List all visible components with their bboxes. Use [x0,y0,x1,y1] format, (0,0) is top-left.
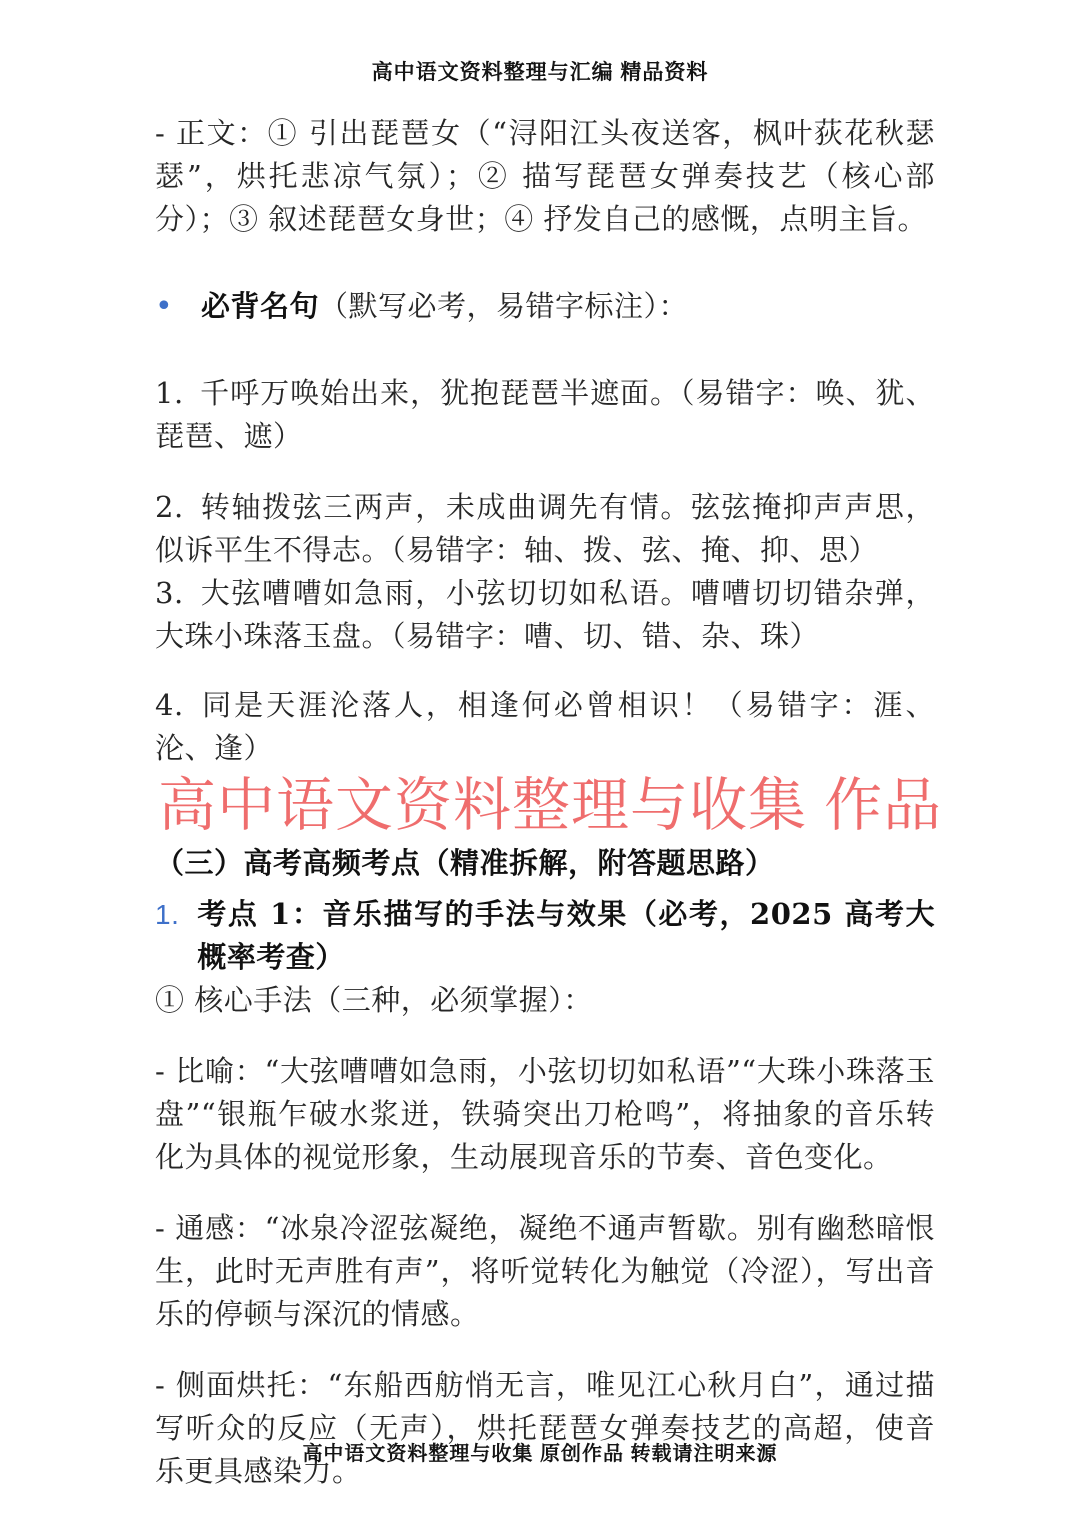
watermark-text: 高中语文资料整理与收集 作品 [158,773,943,838]
paragraph-main-text: - 正文：① 引出琵琶女（“浔阳江头夜送客，枫叶荻花秋瑟瑟”，烘托悲凉气氛）；② 描写琵琶女弹奏技艺（核心部分）；③ 叙述琵琶女身世；④ 抒发自己的感慨，点明主旨。 [155,116,935,236]
method-item-synesthesia: - 通感：“冰泉冷涩弦凝绝，凝绝不通声暂歇。别有幽愁暗恨生，此时无声胜有声”，将听觉转化为触觉（冷涩），写出音乐的停顿与深沉的情感。 [155,1211,935,1331]
famous-line-item-4-number: 4. [155,688,184,722]
core-methods-subheading: ① 核心手法（三种，必须掌握）： [155,983,593,1017]
famous-line-item-2 [155,486,935,572]
famous-line-item-3 [155,572,935,658]
method-item-metaphor: - 比喻：“大弦嘈嘈如急雨，小弦切切如私语”“大珠小珠落玉盘”“银瓶乍破水浆迸，铁骑突出刀枪鸣”，将抽象的音乐转化为具体的视觉形象，生动展现音乐的节奏、音色变化。 [155,1054,935,1174]
famous-lines-title: 必背名句 [201,289,320,323]
famous-lines-subtitle: （默写必考，易错字标注）： [319,289,689,323]
famous-line-item-4-text: 同是天涯沦落人，相逢何必曾相识！（易错字：涯、沦、逢） [155,688,935,765]
famous-line-item-1-text: 千呼万唤始出来，犹抱琵琶半遮面。（易错字：唤、犹、琵琶、遮） [155,376,935,453]
famous-line-item-2-text: 转轴拨弦三两声，未成曲调先有情。弦弦掩抑声声思，似诉平生不得志。（易错字：轴、拨、弦、掩、抑、思） [155,490,935,567]
famous-lines-heading [155,285,935,328]
document-body [155,112,943,1493]
exam-point-heading [155,893,935,979]
famous-line-item-3-number: 3. [155,576,184,610]
famous-lines-heading-text [201,285,688,328]
page-footer-note: 高中语文资料整理与收集 原创作品 转载请注明来源 [302,1443,778,1465]
famous-line-item-1 [155,372,935,458]
famous-line-item-2-number: 2. [155,490,184,524]
method-item-side-contrast: - 侧面烘托：“东船西舫悄无言，唯见江心秋月白”，通过描写听众的反应（无声），烘托琵琶女弹奏技艺的高超，使音乐更具感染力。 [155,1368,935,1488]
section-heading: （三）高考高频考点（精准拆解，附答题思路） [155,846,775,880]
famous-line-item-1-number: 1. [155,376,184,410]
bullet-icon: • [155,289,174,324]
famous-line-item-4 [155,684,935,770]
exam-point-number: 1. [155,899,180,930]
famous-line-item-3-text: 大弦嘈嘈如急雨，小弦切切如私语。嘈嘈切切错杂弹，大珠小珠落玉盘。（易错字：嘈、切、错、杂、珠） [155,576,935,653]
page-header-title: 高中语文资料整理与汇编 精品资料 [371,61,709,84]
exam-point-title: 考点 1：音乐描写的手法与效果（必考，2025 高考大概率考查） [197,897,935,974]
